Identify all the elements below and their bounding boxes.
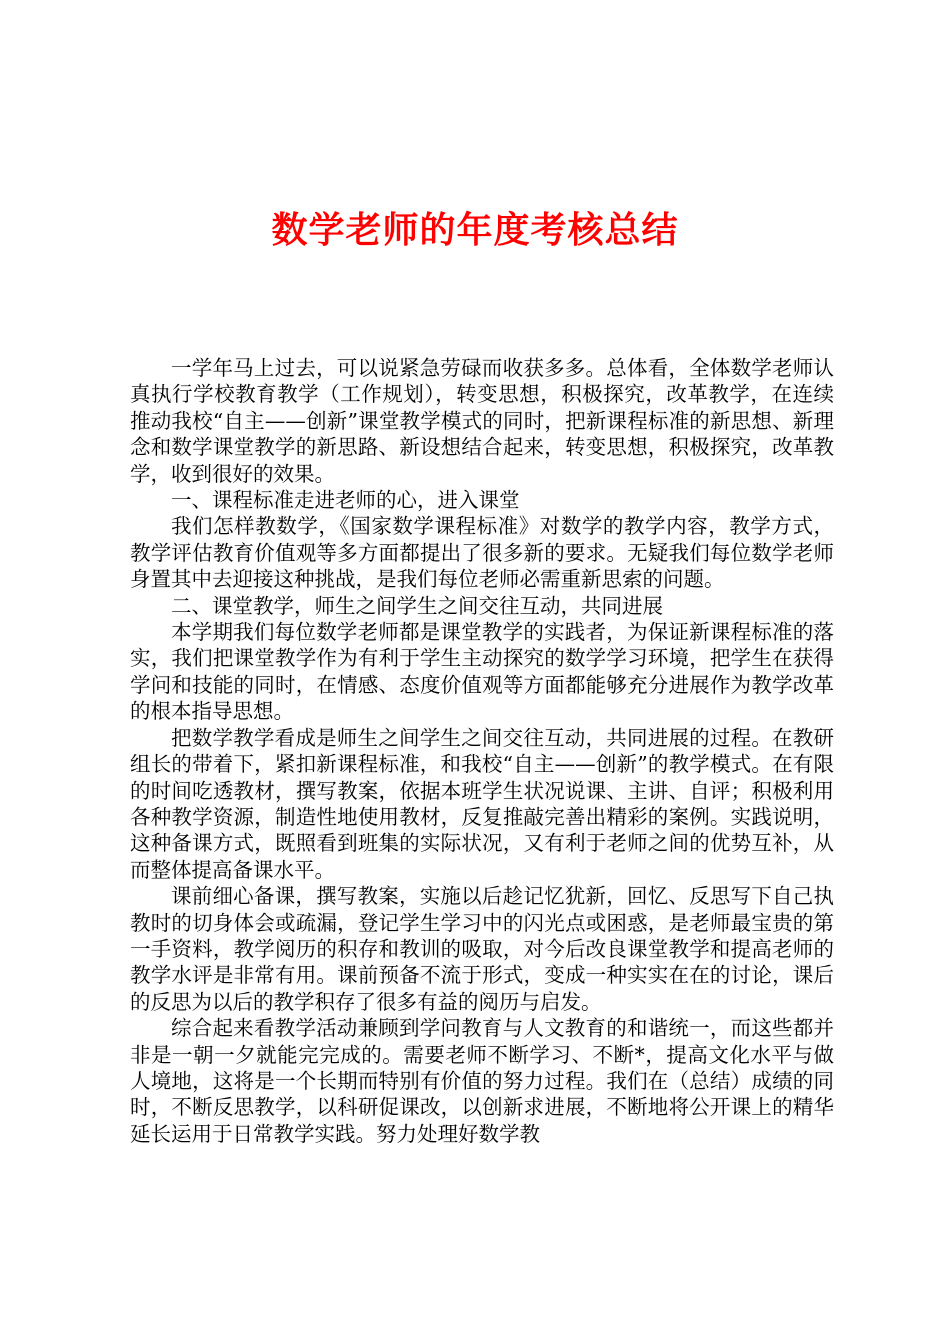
paragraph-intro: 一学年马上过去，可以说紧急劳碌而收获多多。总体看，全体数学老师认真执行学校教育教学（工作规划），转变思想，积极探究，改革教学，在连续推动我校“自主——创新”课堂教学模式的同时，把新课程标准的新思想、新理念和数学课堂教学的新思路、新设想结合起来，转变思想，积极探究，改革教学，收到很好的效果。 xyxy=(130,356,834,486)
paragraph-section-2d: 综合起来看教学活动兼顾到学问教育与人文教育的和谐统一，而这些都并非是一朝一夕就能完完成的。需要老师不断学习、不断*，提高文化水平与做人境地，这将是一个长期而特别有价值的努力过程。我们在（总结）成绩的同时，不断反思教学，以科研促课改，以创新求进展，不断地将公开课上的精华延长运用于日常教学实践。努力处理好数学教 xyxy=(130,1016,834,1146)
section-heading-2: 二、课堂教学，师生之间学生之间交往互动，共同进展 xyxy=(171,593,663,618)
paragraph-section-2a: 本学期我们每位数学老师都是课堂教学的实践者，为保证新课程标准的落实，我们把课堂教学作为有利于学生主动探究的数学学习环境，把学生在获得学问和技能的同时，在情感、态度价值观等方面都能够充分进展作为教学改革的根本指导思想。 xyxy=(130,620,834,724)
section-heading-1: 一、课程标准走进老师的心，进入课堂 xyxy=(171,488,520,513)
document-title: 数学老师的年度考核总结 xyxy=(271,209,679,251)
paragraph-section-2b: 把数学教学看成是师生之间学生之间交往互动，共同进展的过程。在教研组长的带着下，紧扣新课程标准，和我校“自主——创新”的教学模式。在有限的时间吃透教材，撰写教案，依据本班学生状况说课、主讲、自评；积极利用各种教学资源，制造性地使用教材，反复推敲完善出精彩的案例。实践说明，这种备课方式，既照看到班集的实际状况，又有利于老师之间的优势互补，从而整体提高备课水平。 xyxy=(130,725,834,882)
paragraph-section-2c: 课前细心备课，撰写教案，实施以后趁记忆犹新，回忆、反思写下自己执教时的切身体会或疏漏，登记学生学习中的闪光点或困惑，是老师最宝贵的第一手资料，教学阅历的积存和教训的吸取，对今后改良课堂教学和提高老师的教学水评是非常有用。课前预备不流于形式，变成一种实实在在的讨论，课后的反思为以后的教学积存了很多有益的阅历与启发。 xyxy=(130,884,834,1014)
paragraph-section-1: 我们怎样教数学，《国家数学课程标准》对数学的教学内容，教学方式，教学评估教育价值观等多方面都提出了很多新的要求。无疑我们每位数学老师身置其中去迎接这种挑战，是我们每位老师必需重新思索的问题。 xyxy=(130,514,834,592)
document-body xyxy=(130,355,834,1147)
